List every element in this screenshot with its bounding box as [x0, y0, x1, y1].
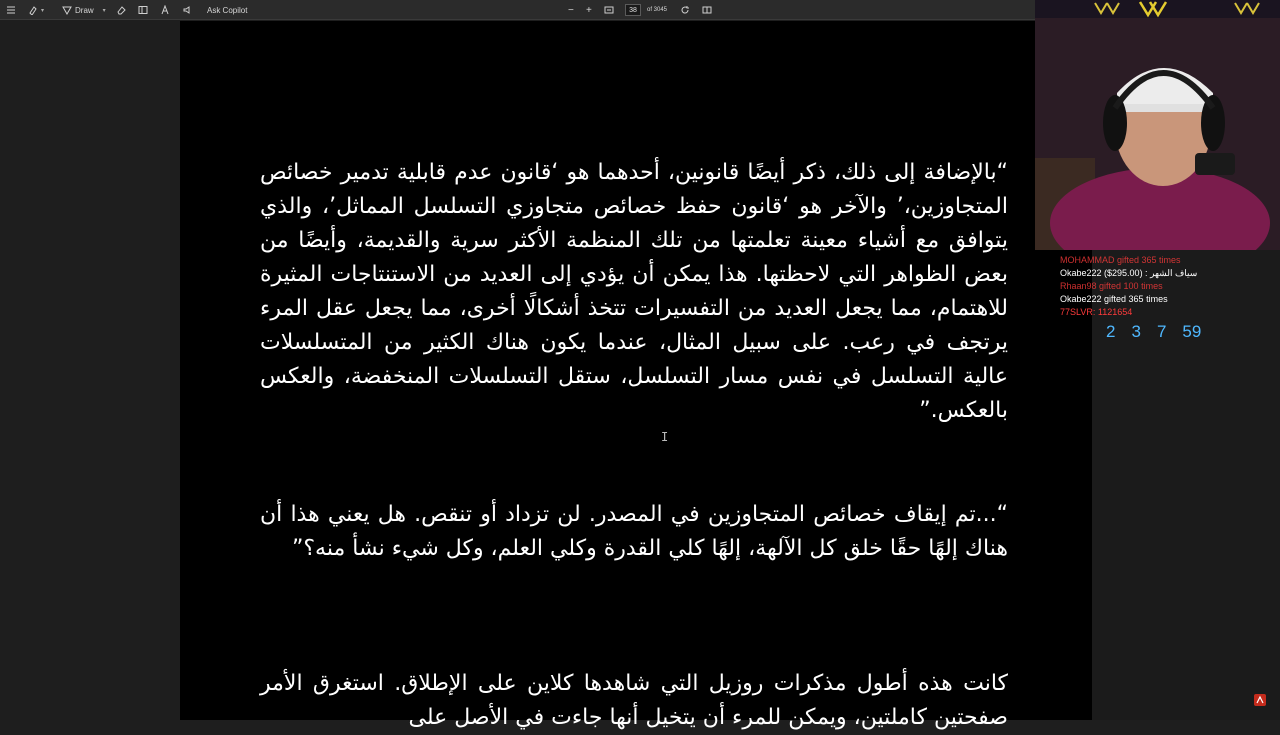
read-aloud-icon — [183, 5, 193, 15]
pdf-page[interactable] — [180, 21, 1092, 730]
eraser-icon — [116, 5, 126, 15]
highlighter-icon — [28, 5, 38, 15]
chevron-down-icon: ▾ — [102, 7, 106, 14]
minus-icon: − — [568, 4, 574, 16]
overlay-logo-icon — [1035, 0, 1280, 18]
left-gutter — [0, 21, 180, 720]
eraser-button[interactable] — [116, 4, 126, 16]
draw-label: Draw — [75, 5, 94, 15]
paragraph: “...تم إيقاف خصائص المتجاوزين في المصدر. لن تزداد أو تنقص. هل يعني هذا أن هناك إلهًا حقًا خلق كل الآلهة، إلهًا كلي القدرة وكلي العلم، وكل شيء نشأ منه؟” — [260, 502, 1008, 561]
chat-line: Okabe222 ($295.00) : سياف الشهر — [1060, 268, 1198, 278]
split-view-icon — [138, 5, 148, 15]
app-icon[interactable] — [1254, 691, 1266, 703]
ask-copilot-label: Ask Copilot — [207, 5, 248, 15]
page-number-box[interactable] — [625, 4, 641, 16]
draw-button[interactable] — [62, 4, 106, 16]
page-view-button[interactable] — [702, 4, 712, 16]
text-button[interactable] — [160, 4, 170, 16]
chat-line: MOHAMMAD gifted 365 times — [1060, 255, 1181, 265]
counter: 7 — [1156, 322, 1167, 341]
plus-icon: + — [586, 4, 592, 16]
zoom-out-button[interactable] — [568, 4, 574, 16]
ask-copilot-button[interactable] — [207, 4, 247, 16]
chat-line: Rhaan98 gifted 100 times — [1060, 281, 1163, 291]
page-total-label: of 3045 — [647, 7, 668, 13]
fit-page-icon — [604, 5, 614, 15]
paragraph: “بالإضافة إلى ذلك، ذكر أيضًا قانونين، أحدهما هو ‘قانون عدم قابلية تدمير خصائص المتجاوزين،’ والآخر هو ‘قانون حفظ خصائص متجاوزي التسلسل المماثل’، والذي يتوافق مع أشياء معينة تعلمتها من تلك المنظمة الأكثر سرية والقديمة، وأيضًا من بعض الظواهر التي لاحظتها. هذا يمكن أن يؤدي إلى العديد من الاستنتاجات المثيرة للاهتمام، مما يجعل العديد من التفسيرات تتخذ أشكالًا أخرى، مما يجعل عقل المرء يرتجف في رعب. على سبيل المثال، عندما يكون هناك الكثير من المتسلسلات عالية التسلسل في نفس مسار التسلسل، ستقل التسلسلات المنخفضة، والعكس بالعكس.” — [260, 160, 1008, 423]
page-number-input[interactable]: 38 — [625, 4, 641, 16]
counters — [1106, 322, 1201, 342]
counter: 3 — [1131, 322, 1141, 341]
read-aloud-button[interactable] — [183, 4, 193, 16]
view-button[interactable] — [138, 4, 148, 16]
chat-line: 77SLVR: 1121654 — [1060, 307, 1133, 317]
rotate-icon — [680, 5, 690, 15]
list-icon — [6, 5, 16, 15]
pen-icon — [62, 5, 72, 15]
webcam-overlay — [1035, 0, 1280, 250]
text-cursor-icon: I — [661, 430, 669, 444]
rotate-button[interactable] — [680, 4, 690, 16]
contents-button[interactable] — [6, 4, 16, 16]
chevron-down-icon: ▾ — [41, 7, 45, 14]
counter: 2 — [1106, 322, 1116, 341]
streamer-silhouette — [1035, 18, 1280, 250]
counter: 59 — [1182, 322, 1202, 341]
text-format-icon — [160, 5, 170, 15]
page-view-icon — [702, 5, 712, 15]
fit-page-button[interactable] — [604, 4, 614, 16]
stream-chat — [1060, 252, 1275, 320]
highlight-button[interactable] — [28, 4, 44, 16]
paragraph: كانت هذه أطول مذكرات روزيل التي شاهدها كلاين على الإطلاق. استغرق الأمر صفحتين كاملتين، ويمكن للمرء أن يتخيل أنها جاءت في الأصل على — [260, 671, 1008, 730]
zoom-in-button[interactable] — [586, 4, 592, 16]
page-total — [647, 4, 667, 16]
chat-line: Okabe222 gifted 365 times — [1060, 294, 1168, 304]
overlay-banner — [1035, 0, 1280, 18]
